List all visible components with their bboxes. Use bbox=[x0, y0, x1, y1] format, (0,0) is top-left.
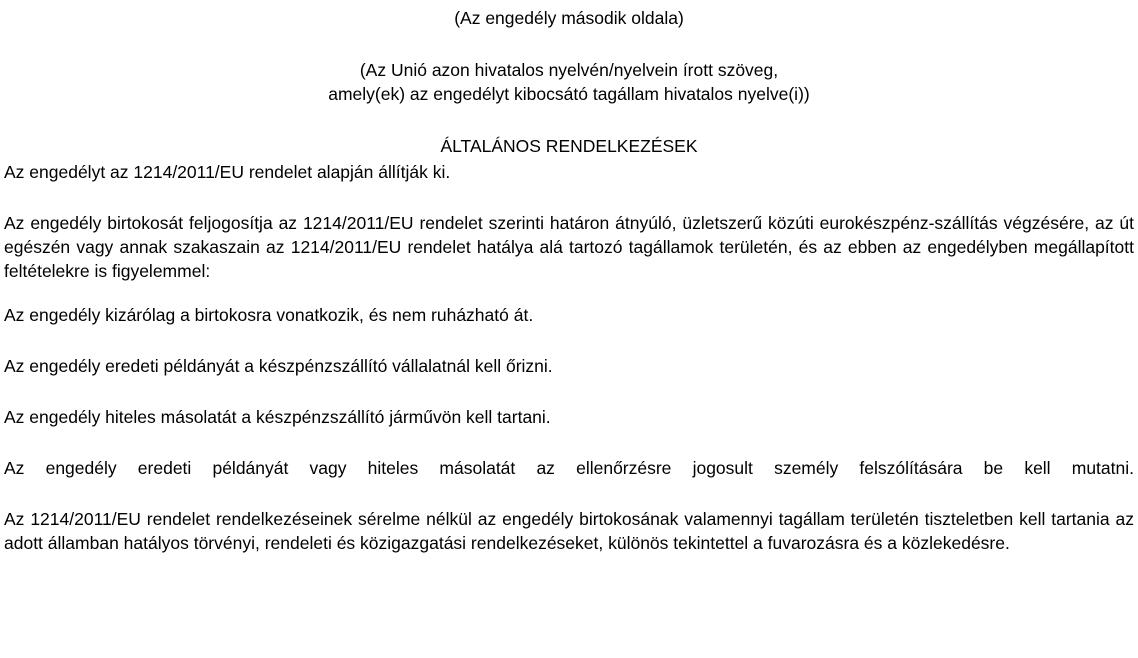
paragraph-legal-basis: Az engedélyt az 1214/2011/EU rendelet alapján állítják ki. bbox=[4, 162, 451, 182]
language-note-line-1: (Az Unió azon hivatalos nyelvén/nyelvein írott szöveg, bbox=[359, 60, 779, 80]
page-label: (Az engedély második oldala) bbox=[454, 8, 684, 28]
document-page bbox=[4, 6, 1134, 555]
language-note bbox=[4, 58, 1134, 106]
paragraph-copy-in-vehicle: Az engedély hiteles másolatát a készpénzszállító járművön kell tartani. bbox=[4, 407, 551, 427]
paragraph-non-transferable: Az engedély kizárólag a birtokosra vonatkozik, és nem ruházható át. bbox=[4, 305, 534, 325]
paragraph-national-rules: Az 1214/2011/EU rendelet rendelkezéseinek sérelme nélkül az engedély birtokosának valamennyi tagállam területén tiszteletben kell tartania az adott államban hatályos törvényi, rendeleti és közigazgatási rendelkezéseket, különös tekintettel a fuvarozásra és a közlekedésre. bbox=[4, 509, 1134, 553]
paragraph-original-kept: Az engedély eredeti példányát a készpénzszállító vállalatnál kell őrizni. bbox=[4, 356, 553, 376]
paragraph-authorisation-scope: Az engedély birtokosát feljogosítja az 1214/2011/EU rendelet szerinti határon átnyúló, üzletszerű közúti eurokészpénz-szállítás végzésére, az út egészén vagy annak szakaszain az 1214/2011/EU rendelet hatálya alá tartozó tagállamok területén, és az ebben az engedélyben megállapított feltételekre is figyelemmel: bbox=[4, 213, 1134, 281]
language-note-line-2: amely(ek) az engedélyt kibocsátó tagállam hivatalos nyelve(i)) bbox=[328, 84, 810, 104]
section-title: ÁLTALÁNOS RENDELKEZÉSEK bbox=[440, 136, 698, 156]
paragraph-present-on-request: Az engedély eredeti példányát vagy hiteles másolatát az ellenőrzésre jogosult személy felszólítására be kell mutatni. bbox=[4, 458, 1134, 478]
